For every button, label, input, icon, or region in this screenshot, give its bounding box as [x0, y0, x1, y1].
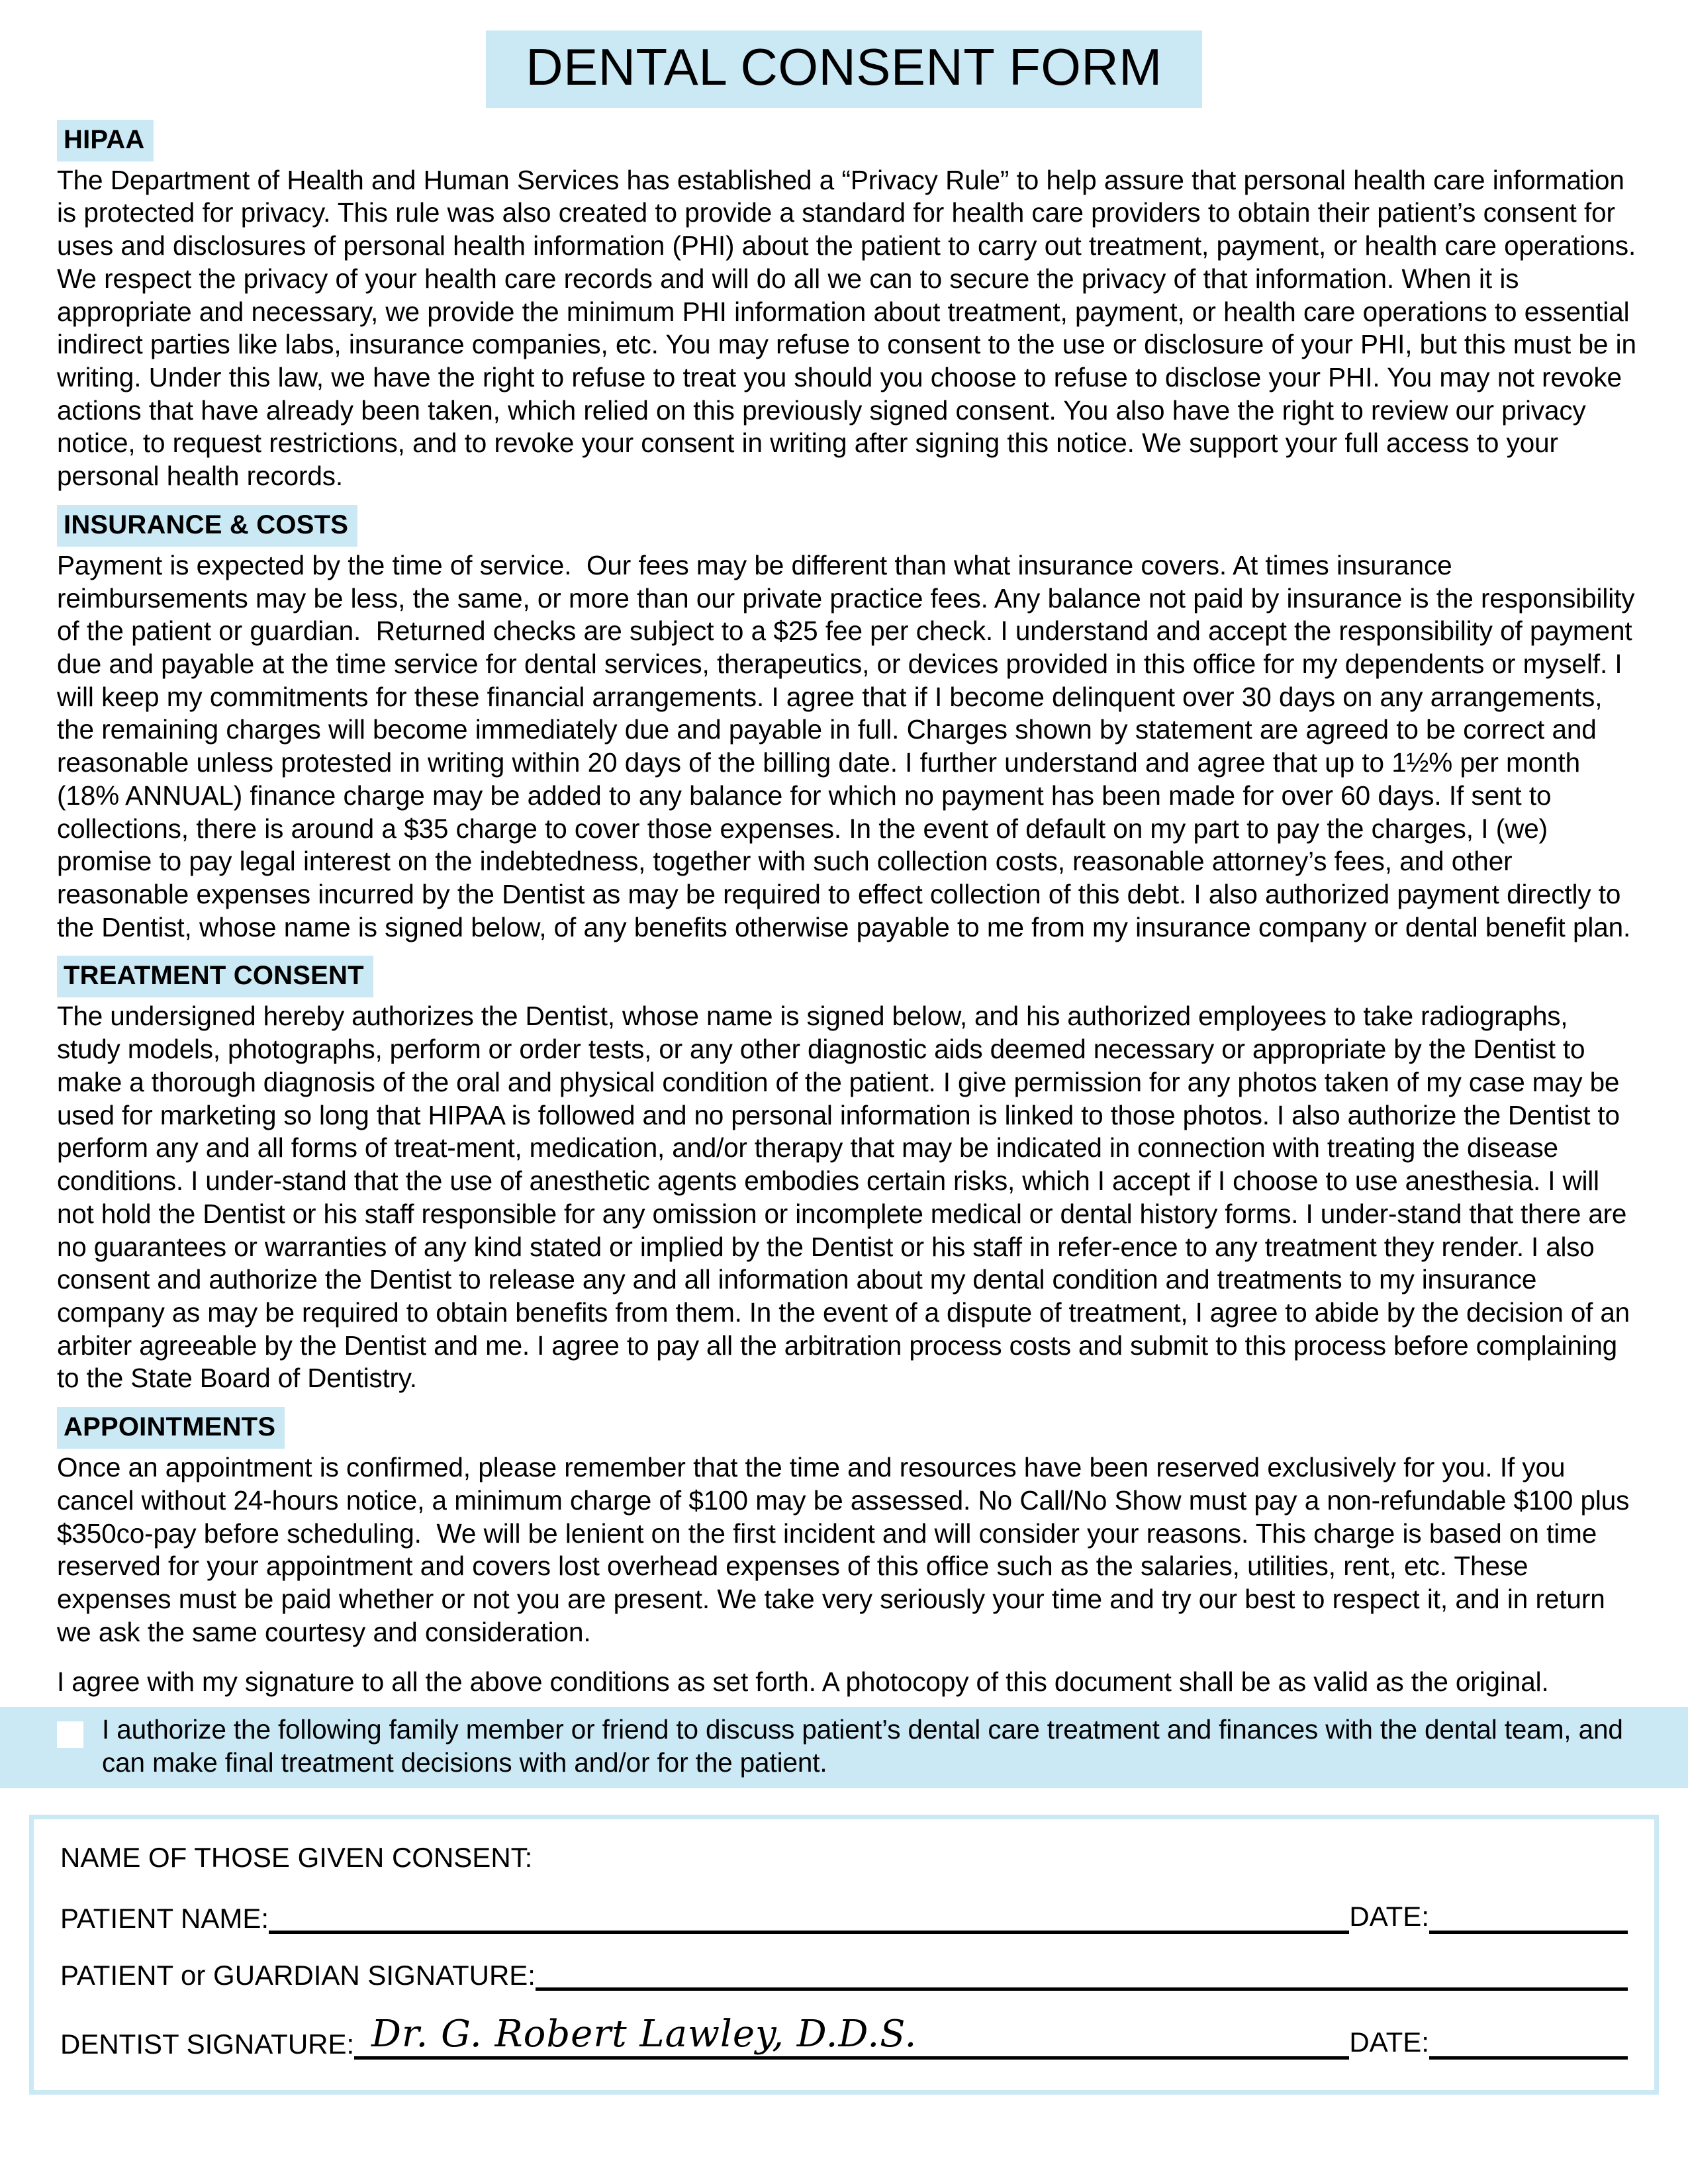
section-hipaa: [57, 120, 1644, 493]
patient-guardian-signature-input-line[interactable]: [536, 1987, 1628, 1991]
dentist-signature-input-line[interactable]: [354, 2056, 1349, 2060]
patient-name-row: [60, 1901, 1628, 1935]
section-treatment-heading-row: [57, 956, 1636, 997]
agreement-statement: I agree with my signature to all the above conditions as set forth. A photocopy of this document shall be as valid as the original.: [57, 1666, 1549, 1698]
authorization-text: I authorize the following family member or friend to discuss patient’s dental care treatment and finances with the dental team, and can make final treatment decisions with and/or for the patient.: [102, 1714, 1630, 1778]
section-treatment-consent-body: The undersigned hereby authorizes the Dentist, whose name is signed below, and his authorized employees to take radiographs, study models, photographs, perform or order tests, or any other diagnostic aids deemed necessary or appropriate by the Dentist to make a thorough diagnosis of the oral and physical condition of the patient. I give permission for any photos taken of my case may be used for marketing so long that HIPAA is followed and no personal information is linked to those photos. I also authorize the Dentist to perform any and all forms of treat-ment, medication, and/or therapy that may be indicated in connection with treating the disease conditions. I under-stand that the use of anesthetic agents embodies certain risks, which I accept if I choose to use anesthesia. I will not hold the Dentist or his staff responsible for any omission or incomplete medical or dental history forms. I under-stand that there are no guarantees or warranties of any kind stated or implied by the Dentist or his staff in refer-ence to any treatment they render. I also consent and authorize the Dentist to release any and all information about my dental condition and treatments to my insurance company as may be required to obtain benefits from them. In the event of a dispute of treatment, I agree to abide by the decision of an arbiter agreeable by the Dentist and me. I agree to pay all the arbitration process costs and submit to this process before complaining to the State Board of Dentistry.: [57, 1001, 1638, 1394]
section-treatment-consent-heading: TREATMENT CONSENT: [57, 956, 373, 997]
page-title: DENTAL CONSENT FORM: [486, 30, 1201, 108]
authorization-row: [57, 1713, 1631, 1779]
dentist-signature-row: [60, 2012, 1628, 2061]
section-insurance-costs-body: Payment is expected by the time of service. Our fees may be different than what insurance covers. At times insurance reimbursements may be less, the same, or more than our private practice fees. Any balance not paid by insurance is the responsibility of the patient or guardian. Returned checks are subject to a $25 fee per check. I understand and accept the responsibility of payment due and payable at the time service for dental services, therapeutics, or devices provided in this office for my dependents or myself. I will keep my commitments for these financial arrangements. I agree that if I become delinquent over 30 days on any arrangements, the remaining charges will become immediately due and payable in full. Charges shown by statement are agreed to be correct and reasonable unless protested in writing within 20 days of the billing date. I further understand and agree that up to 1½% per month (18% ANNUAL) finance charge may be added to any balance for which no payment has been made for over 60 days. If sent to collections, there is around a $35 charge to cover those expenses. In the event of default on my part to pay the charges, I (we) promise to pay legal interest on the indebtedness, together with such collection costs, reasonable attorney’s fees, and other reasonable expenses incurred by the Dentist as may be required to effect collection of this debt. I also authorized payment directly to the Dentist, whose name is signed below, of any benefits otherwise payable to me from my insurance company or dental benefit plan.: [57, 549, 1642, 942]
consent-names-label: NAME OF THOSE GIVEN CONSENT:: [60, 1842, 533, 1874]
signature-block: [29, 1815, 1659, 2094]
form-content: [0, 120, 1688, 1789]
dentist-date-input-line[interactable]: [1429, 2056, 1628, 2060]
section-hipaa-heading: HIPAA: [57, 120, 154, 161]
patient-date-input-line[interactable]: [1429, 1931, 1628, 1934]
dentist-signature-label: DENTIST SIGNATURE:: [60, 2028, 355, 2060]
patient-guardian-signature-label: PATIENT or GUARDIAN SIGNATURE:: [60, 1959, 536, 1991]
patient-guardian-signature-row: [60, 1959, 1628, 1992]
title-container: [0, 0, 1688, 108]
patient-name-input-line[interactable]: [269, 1931, 1349, 1934]
section-appointments-body: Once an appointment is confirmed, please remember that the time and resources have been reserved exclusively for you. If you cancel without 24-hours notice, a minimum charge of $100 may be assessed. No Call/No Show must pay a non-refundable $100 plus $350co-pay before scheduling. We will be lenient on the first incident and will consider your reasons. This charge is based on time reserved for your appointment and covers lost overhead expenses of this office such as the salaries, utilities, rent, etc. These expenses must be paid whether or not you are present. We take very seriously your time and try our best to respect it, and in return we ask the same courtesy and consideration.: [57, 1452, 1637, 1647]
section-hipaa-body: The Department of Health and Human Services has established a “Privacy Rule” to help assure that personal health care information is protected for privacy. This rule was also created to provide a standard for health care providers to obtain their patient’s consent for uses and disclosures of personal health information (PHI) about the patient to carry out treatment, payment, or health care operations. We respect the privacy of your health care records and will do all we can to secure the privacy of that information. When it is appropriate and necessary, we provide the minimum PHI information about treatment, payment, or health care operations to essential indirect parties like labs, insurance companies, etc. You may refuse to consent to the use or disclosure of your PHI, but this must be in writing. Under this law, we have the right to refuse to treat you should you choose to refuse to disclose your PHI. You may not revoke actions that have already been taken, which relied on this previously signed consent. You also have the right to review our privacy notice, to request restrictions, and to revoke your consent in writing after signing this notice. We support your full access to your personal health records.: [57, 164, 1644, 492]
section-appointments-heading-row: [57, 1407, 1636, 1449]
section-insurance-costs-heading: INSURANCE & COSTS: [57, 505, 357, 547]
dentist-date-label: DATE:: [1349, 2026, 1429, 2058]
authorization-band: [0, 1707, 1688, 1788]
authorization-checkbox[interactable]: [57, 1721, 83, 1748]
section-treatment-consent: [57, 956, 1636, 1395]
section-appointments-heading: APPOINTMENTS: [57, 1407, 285, 1449]
section-hipaa-heading-row: [57, 120, 1636, 161]
patient-name-label: PATIENT NAME:: [60, 1902, 269, 1934]
patient-date-label: DATE:: [1349, 1900, 1429, 1932]
section-insurance-heading-row: [57, 505, 1636, 547]
section-appointments: [57, 1407, 1636, 1649]
dentist-signature-value: Dr. G. Robert Lawley, D.D.S.: [371, 2012, 917, 2056]
section-insurance-costs: [57, 505, 1642, 944]
